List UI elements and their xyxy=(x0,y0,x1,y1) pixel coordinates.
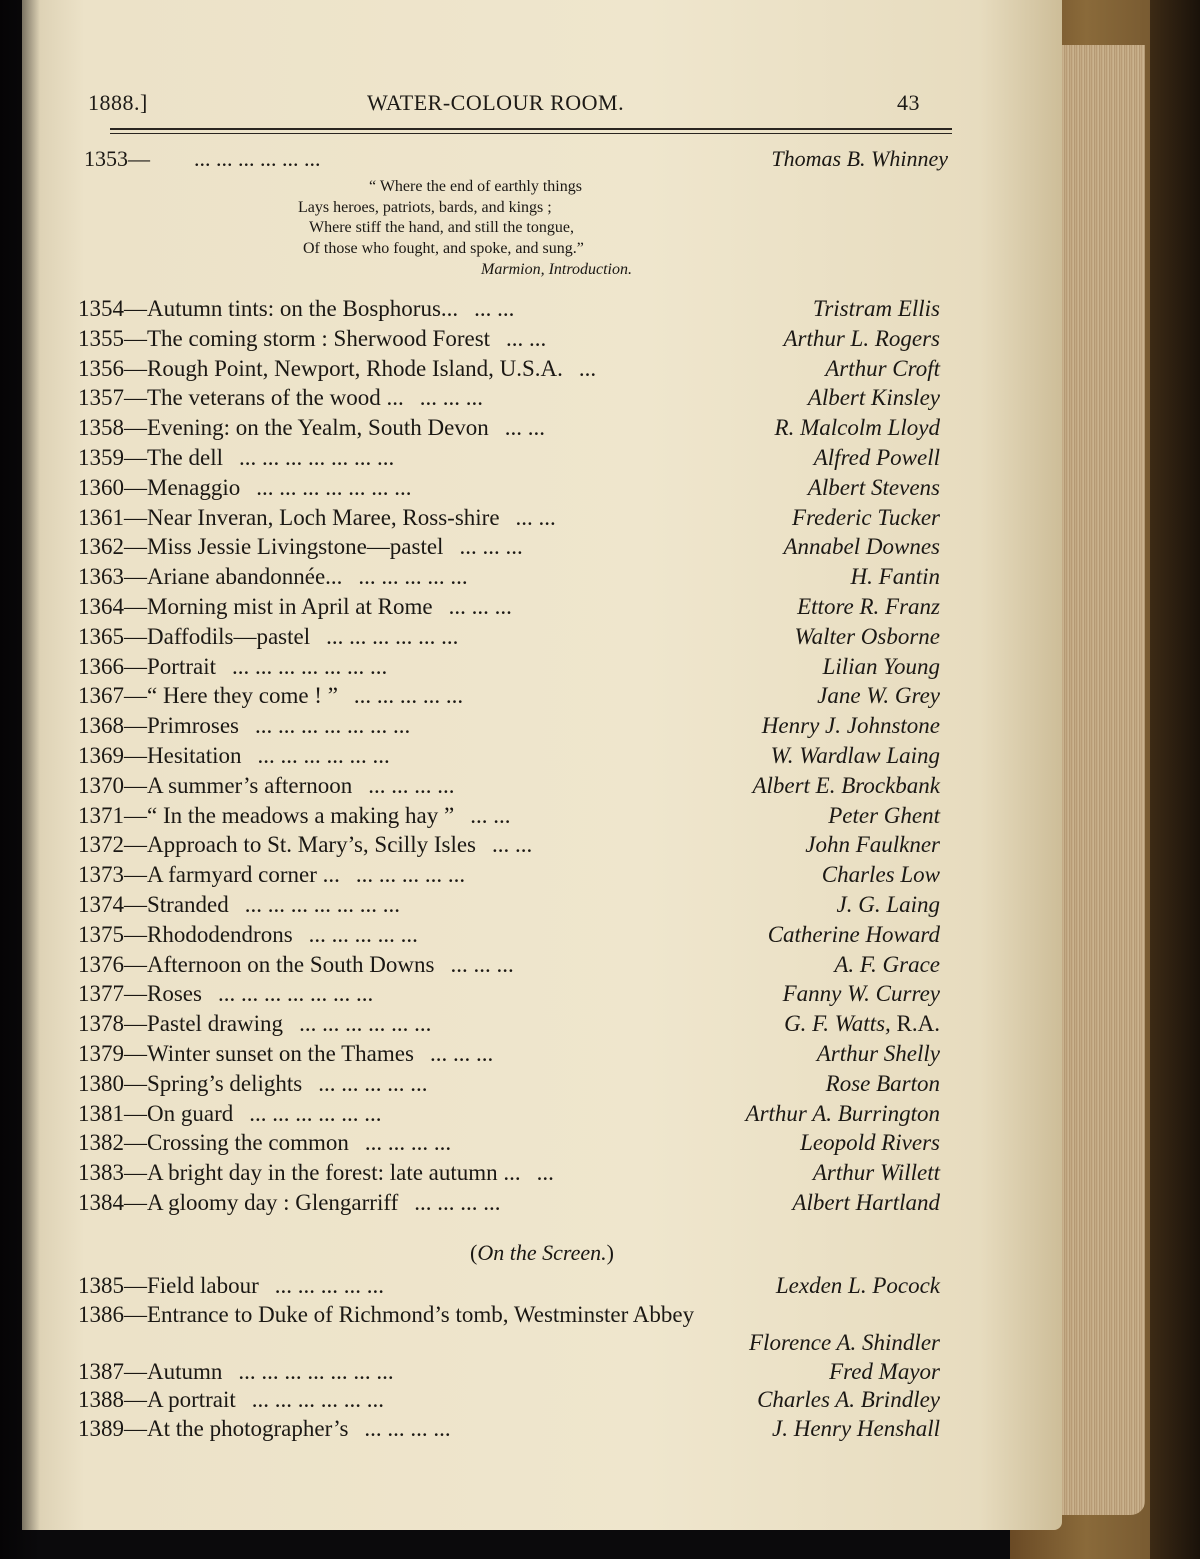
entry-row xyxy=(78,445,940,473)
entry-leader-dots: ... ... ... xyxy=(429,1041,494,1066)
entry-row xyxy=(78,534,940,562)
artist-suffix: R.A. xyxy=(890,1011,940,1037)
entry-artist xyxy=(757,1387,940,1413)
artist-name: Charles A. Brindley xyxy=(757,1387,940,1413)
artist-name: Albert Kinsley xyxy=(807,385,940,411)
entry-artist xyxy=(813,296,940,322)
artist-name: Albert Hartland xyxy=(792,1190,940,1215)
entry-row xyxy=(78,952,940,980)
artist-name: H. Fantin xyxy=(850,564,940,590)
entry-row xyxy=(78,1011,940,1039)
entry-artist xyxy=(825,356,940,382)
artist-name: Rose Barton xyxy=(825,1070,940,1096)
entry-title: 1372—Approach to St. Mary’s, Scilly Isles xyxy=(78,832,476,858)
entry-title: 1385—Field labour xyxy=(78,1273,259,1298)
entry-leader-dots: ... ... ... ... ... ... xyxy=(194,146,321,171)
entry-leader-dots: ... ... ... ... ... ... xyxy=(249,1100,382,1126)
entry-row xyxy=(78,713,940,741)
entry-artist xyxy=(768,922,940,948)
entry-artist xyxy=(814,445,940,471)
entry-artist xyxy=(808,385,940,411)
entry-leader-dots: ... ... xyxy=(492,832,533,858)
entry-row xyxy=(78,296,940,324)
entry-row xyxy=(78,1416,940,1444)
entry-leader-dots: ... ... ... ... ... ... ... xyxy=(239,445,395,470)
artist-name: Fanny W. Currey xyxy=(782,981,940,1007)
entry-title: 1361—Near Inveran, Loch Maree, Ross-shire xyxy=(78,504,500,530)
entry-artist xyxy=(837,892,941,918)
entry-artist xyxy=(800,1130,940,1156)
quote-line: Where stiff the hand, and still the tongue, xyxy=(309,219,574,236)
entry-row xyxy=(78,624,940,652)
artist-name: Arthur Shelly xyxy=(816,1041,940,1066)
entry-row xyxy=(78,981,940,1009)
entry-row xyxy=(78,1273,940,1301)
entry-artist xyxy=(772,1416,940,1442)
entry-artist xyxy=(813,1160,940,1186)
entry-title: 1356—Rough Point, Newport, Rhode Island, U.S.A. xyxy=(78,355,563,381)
artist-name: Fred Mayor xyxy=(829,1358,940,1384)
entry-row xyxy=(78,356,940,384)
artist-name: Arthur Croft xyxy=(825,355,940,381)
entry-row xyxy=(84,146,948,174)
artist-name: W. Wardlaw Laing xyxy=(770,743,940,768)
entry-row xyxy=(78,1387,940,1415)
entry-leader-dots: ... xyxy=(578,355,597,381)
entry-leader-dots: ... ... ... ... ... xyxy=(358,564,468,590)
entry-title: 1373—A farmyard corner ... xyxy=(78,862,340,888)
entry-row xyxy=(78,1302,940,1330)
entry-leader-dots: ... ... ... ... ... ... ... xyxy=(232,653,388,679)
entry-artist xyxy=(822,862,940,888)
artist-name: Henry J. Johnstone xyxy=(761,713,940,739)
entry-leader-dots: ... ... ... xyxy=(459,534,523,560)
quote-line: Lays heroes, patriots, bards, and kings ; xyxy=(298,199,552,216)
entry-artist xyxy=(783,981,940,1007)
artist-name: Arthur L. Rogers xyxy=(783,325,940,351)
artist-name: Tristram Ellis xyxy=(812,296,940,321)
entry-artist: Thomas B. Whinney xyxy=(771,146,948,171)
entry-row xyxy=(78,505,940,533)
header-year: 1888.] xyxy=(88,90,148,115)
entry-title: 1369—Hesitation xyxy=(78,743,242,768)
entry-artist xyxy=(805,832,940,858)
entry-title: 1377—Roses xyxy=(78,981,202,1007)
entry-row xyxy=(78,922,940,950)
entry-title: 1362—Miss Jessie Livingstone—pastel xyxy=(78,534,444,560)
entry-title: 1354—Autumn tints: on the Bosphorus... xyxy=(78,296,459,321)
entry-title: 1365—Daffodils—pastel xyxy=(78,623,311,649)
entry-leader-dots: ... ... ... ... ... ... ... xyxy=(244,892,401,917)
entry-leader-dots: ... ... ... ... xyxy=(364,1416,451,1441)
artist-name: Jane W. Grey xyxy=(817,683,940,709)
artist-name: J. G. Laing xyxy=(836,892,940,917)
header-page-number: 43 xyxy=(897,90,920,115)
entry-row xyxy=(78,415,940,443)
entry-row xyxy=(78,1071,940,1099)
artist-name: G. F. Watts, xyxy=(784,1011,891,1037)
artist-name: Walter Osborne xyxy=(794,623,940,649)
entry-artist xyxy=(771,743,940,769)
quote-source: Marmion, Introduction. xyxy=(481,261,632,278)
entry-row xyxy=(78,1359,940,1387)
entry-artist xyxy=(817,1041,940,1067)
header-rule xyxy=(110,128,952,130)
entry-artist xyxy=(797,594,940,620)
artist-name: R. Malcolm Lloyd xyxy=(774,415,940,441)
gutter-shadow xyxy=(0,0,40,1559)
entry-title: 1375—Rhododendrons xyxy=(78,921,293,947)
entry-title: 1358—Evening: on the Yealm, South Devon xyxy=(78,415,489,441)
artist-name: Frederic Tucker xyxy=(792,504,940,530)
artist-name: Lilian Young xyxy=(822,653,940,679)
entry-artist xyxy=(775,415,940,441)
entry-leader-dots: ... ... ... ... ... ... xyxy=(251,1387,385,1413)
entry-leader-dots: ... ... xyxy=(470,802,511,828)
artist-name: Leopold Rivers xyxy=(800,1130,940,1156)
entry-row xyxy=(78,594,940,622)
entry-row xyxy=(78,1330,940,1358)
entry-title: 1357—The veterans of the wood ... xyxy=(78,385,404,411)
entry-artist xyxy=(828,803,940,829)
entry-title: 1378—Pastel drawing xyxy=(78,1011,284,1037)
entry-row xyxy=(78,832,940,860)
entry-title: 1384—A gloomy day : Glengarriff xyxy=(78,1190,399,1215)
entry-row xyxy=(78,1130,940,1158)
entry-row xyxy=(78,743,940,771)
entry-leader-dots: ... ... ... ... xyxy=(414,1190,501,1215)
entry-artist xyxy=(851,564,940,590)
book-cover-edge xyxy=(1150,0,1200,1559)
entry-leader-dots: ... ... ... xyxy=(448,594,512,619)
entry-row xyxy=(78,475,940,503)
entry-artist xyxy=(749,1330,940,1356)
entry-artist xyxy=(834,952,940,978)
artist-name: John Faulkner xyxy=(805,832,940,858)
entry-title: 1380—Spring’s delights xyxy=(78,1070,303,1096)
entry-artist xyxy=(829,1359,940,1385)
artist-name: Ettore R. Franz xyxy=(797,594,940,619)
entry-leader-dots: ... ... ... ... xyxy=(368,772,455,798)
entry-row xyxy=(78,326,940,354)
entry-title: 1374—Stranded xyxy=(78,892,229,917)
entry-title: 1379—Winter sunset on the Thames xyxy=(78,1041,414,1066)
entry-leader-dots: ... ... ... ... ... xyxy=(318,1070,428,1096)
entry-title: 1368—Primroses xyxy=(78,713,239,739)
artist-name: Peter Ghent xyxy=(828,802,940,828)
artist-name: Arthur A. Burrington xyxy=(745,1100,940,1126)
entry-title: 1382—Crossing the common xyxy=(78,1130,349,1156)
entry-artist xyxy=(808,475,940,501)
entry-leader-dots: ... ... ... xyxy=(450,951,514,977)
entry-row xyxy=(78,654,940,682)
artist-name: Catherine Howard xyxy=(767,921,940,947)
entry-title: 1389—At the photographer’s xyxy=(78,1416,349,1441)
entry-title: 1388—A portrait xyxy=(78,1387,236,1413)
entry-title: 1367—“ Here they come ! ” xyxy=(78,683,338,709)
screen-section-heading: (On the Screen.) xyxy=(470,1240,614,1265)
entry-row xyxy=(78,862,940,890)
entry-row xyxy=(78,1101,940,1129)
entry-artist xyxy=(823,654,940,680)
entry-leader-dots: ... ... ... ... ... ... ... xyxy=(238,1358,394,1384)
entry-title: 1355—The coming storm : Sherwood Forest xyxy=(78,325,491,351)
entry-row xyxy=(78,892,940,920)
entry-title: 1360—Menaggio xyxy=(78,474,241,500)
artist-name: Albert E. Brockbank xyxy=(752,772,940,798)
quote-line: Of those who fought, and spoke, and sung.” xyxy=(303,240,584,257)
entry-title: 1386—Entrance to Duke of Richmond’s tomb, Westminster Abbey xyxy=(78,1301,695,1327)
artist-name: Arthur Willett xyxy=(812,1160,940,1186)
entry-leader-dots: ... ... xyxy=(504,415,546,441)
entry-leader-dots: ... ... xyxy=(515,504,556,530)
entry-number: 1353— xyxy=(84,146,150,171)
entry-leader-dots: ... ... ... xyxy=(419,385,484,411)
header-room-title: WATER-COLOUR ROOM. xyxy=(367,90,625,115)
entry-title: 1370—A summer’s afternoon xyxy=(78,772,353,798)
entry-row xyxy=(78,385,940,413)
artist-name: Annabel Downes xyxy=(783,534,940,560)
catalogue-page xyxy=(22,0,1062,1530)
artist-name: Florence A. Shindler xyxy=(749,1330,940,1356)
entry-title: 1383—A bright day in the forest: late autumn ... xyxy=(78,1160,521,1186)
entry-leader-dots: ... ... ... ... ... xyxy=(353,683,464,709)
artist-name: A. F. Grace xyxy=(834,951,940,977)
entry-artist xyxy=(783,326,940,352)
entry-leader-dots: ... ... ... ... ... ... ... xyxy=(256,474,412,500)
entry-artist xyxy=(817,683,940,709)
entry-title: 1359—The dell xyxy=(78,445,223,470)
entry-row xyxy=(78,1190,940,1218)
entry-leader-dots: ... ... ... ... ... ... xyxy=(299,1011,432,1037)
entry-leader-dots: ... ... ... ... ... xyxy=(355,862,466,888)
entry-artist xyxy=(792,505,940,531)
entry-title: 1363—Ariane abandonnée... xyxy=(78,564,343,590)
entry-artist xyxy=(752,773,940,799)
entry-leader-dots: ... xyxy=(536,1160,554,1186)
entry-title: 1376—Afternoon on the South Downs xyxy=(78,951,435,977)
entry-leader-dots: ... ... ... ... ... ... ... xyxy=(217,981,374,1007)
entry-row xyxy=(78,773,940,801)
entry-leader-dots: ... ... ... ... ... ... xyxy=(326,623,459,649)
artist-name: J. Henry Henshall xyxy=(772,1416,940,1441)
artist-name: Albert Stevens xyxy=(807,474,940,500)
artist-name: Alfred Powell xyxy=(813,445,940,470)
entry-row xyxy=(78,1160,940,1188)
entry-artist xyxy=(776,1273,940,1299)
entry-row xyxy=(78,564,940,592)
artist-name: Charles Low xyxy=(821,862,940,888)
entry-title: 1371—“ In the meadows a making hay ” xyxy=(78,802,455,828)
entry-leader-dots: ... ... ... ... ... xyxy=(274,1273,385,1298)
entry-leader-dots: ... ... ... ... ... ... xyxy=(257,743,390,768)
entry-leader-dots: ... ... ... ... ... ... ... xyxy=(255,713,411,739)
header-rule-thin xyxy=(110,133,952,134)
entry-artist xyxy=(784,1011,940,1037)
entry-title: 1381—On guard xyxy=(78,1100,234,1126)
entry-leader-dots: ... ... xyxy=(474,296,515,321)
entry-artist xyxy=(746,1101,940,1127)
entry-leader-dots: ... ... ... ... xyxy=(364,1130,452,1156)
entry-artist xyxy=(762,713,940,739)
entry-leader-dots: ... ... ... ... ... xyxy=(308,921,418,947)
entry-title: 1366—Portrait xyxy=(78,653,216,679)
entry-artist xyxy=(826,1071,940,1097)
entry-artist xyxy=(795,624,940,650)
quote-line: “ Where the end of earthly things xyxy=(369,178,582,195)
entry-row xyxy=(78,803,940,831)
entry-title: 1387—Autumn xyxy=(78,1358,223,1384)
artist-name: Lexden L. Pocock xyxy=(775,1273,940,1298)
entry-artist xyxy=(783,534,940,560)
entry-row xyxy=(78,1041,940,1069)
entry-row xyxy=(78,683,940,711)
entry-artist xyxy=(792,1190,940,1216)
entry-title: 1364—Morning mist in April at Rome xyxy=(78,594,433,619)
entry-leader-dots: ... ... xyxy=(506,325,547,351)
